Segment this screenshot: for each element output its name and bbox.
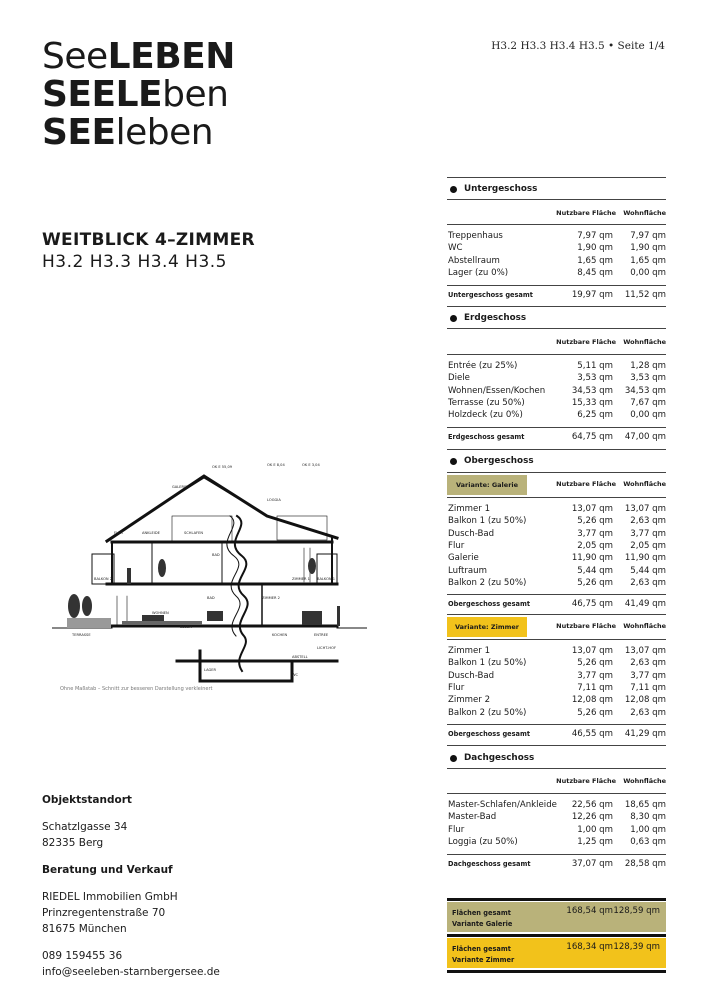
room-name: Flur bbox=[448, 540, 465, 551]
area-row bbox=[447, 694, 666, 706]
bullet-icon bbox=[450, 186, 457, 193]
label-flur: FLUR bbox=[114, 531, 124, 535]
logo-line1-bold: LEBEN bbox=[107, 36, 235, 77]
room-name: Holzdeck (zu 0%) bbox=[448, 410, 523, 421]
wohn-value: 11,90 qm bbox=[624, 553, 666, 564]
column-headers bbox=[447, 209, 666, 221]
room-name: Dusch-Bad bbox=[448, 670, 495, 681]
total-label: Dachgeschoss gesamt bbox=[448, 860, 531, 868]
page-title: WEITBLICK 4–ZIMMER bbox=[42, 230, 255, 250]
total-nutzbar: 46,55 qm bbox=[571, 729, 613, 739]
total-label: Obergeschoss gesamt bbox=[448, 600, 531, 608]
label-loggia: LOGGIA bbox=[267, 498, 281, 502]
section-title: Erdgeschoss bbox=[464, 313, 527, 323]
col-nutzbar: Nutzbare Fläche bbox=[556, 777, 616, 785]
room-name: Diele bbox=[448, 373, 470, 384]
col-wohn: Wohnfläche bbox=[623, 622, 666, 630]
nutzbar-value: 34,53 qm bbox=[571, 385, 613, 396]
wohn-value: 0,63 qm bbox=[630, 836, 666, 847]
col-wohn: Wohnfläche bbox=[623, 209, 666, 217]
total-label: Obergeschoss gesamt bbox=[448, 730, 531, 738]
wohn-value: 13,07 qm bbox=[624, 646, 666, 656]
wohn-value: 2,63 qm bbox=[630, 658, 666, 669]
area-row bbox=[447, 707, 666, 719]
label-zimmer1: ZIMMER 1 bbox=[292, 577, 310, 581]
nutzbar-value: 7,97 qm bbox=[577, 231, 613, 241]
section-erdgeschoss bbox=[447, 311, 666, 325]
label-wc: WC bbox=[292, 673, 299, 677]
wohn-value: 1,65 qm bbox=[630, 255, 666, 266]
area-row bbox=[447, 657, 666, 669]
contact-block bbox=[42, 792, 220, 980]
nutzbar-value: 7,11 qm bbox=[577, 682, 613, 693]
bullet-icon bbox=[450, 458, 457, 465]
total-wohn: 47,00 qm bbox=[624, 432, 666, 442]
wohn-value: 3,77 qm bbox=[630, 528, 666, 539]
nutzbar-value: 1,00 qm bbox=[577, 824, 613, 835]
label-oeg3: OK E 3,04 bbox=[302, 463, 320, 467]
col-wohn: Wohnfläche bbox=[623, 777, 666, 785]
col-nutzbar: Nutzbare Fläche bbox=[556, 209, 616, 217]
wohn-value: 0,00 qm bbox=[630, 267, 666, 278]
wohn-value: 2,63 qm bbox=[630, 516, 666, 527]
label-galerie: GALERIE bbox=[172, 485, 188, 489]
area-row bbox=[447, 682, 666, 694]
company-street: Prinzregentenstraße 70 bbox=[42, 907, 166, 919]
area-row bbox=[447, 255, 666, 267]
wohn-value: 12,08 qm bbox=[624, 695, 666, 706]
grand-variant: Variante Galerie bbox=[452, 920, 513, 928]
section-dachgeschoss bbox=[447, 751, 666, 765]
sales-heading: Beratung und Verkauf bbox=[42, 864, 173, 876]
section-title: Dachgeschoss bbox=[464, 753, 535, 763]
label-oeg2: OK E 8,04 bbox=[267, 463, 285, 467]
area-row bbox=[447, 515, 666, 527]
total-nutzbar: 46,75 qm bbox=[571, 599, 613, 609]
column-headers bbox=[447, 622, 666, 634]
nutzbar-value: 5,11 qm bbox=[577, 361, 613, 371]
company-name: RIEDEL Immobilien GmbH bbox=[42, 891, 178, 903]
wohn-value: 2,63 qm bbox=[630, 707, 666, 718]
grand-wohn: 128,39 qm bbox=[613, 942, 660, 952]
logo-line2-bold: SEELE bbox=[42, 74, 163, 115]
area-row bbox=[447, 540, 666, 552]
total-wohn: 11,52 qm bbox=[624, 290, 666, 300]
section-obergeschoss bbox=[447, 454, 666, 468]
logo-line1-light: See bbox=[42, 36, 108, 77]
variant-galerie-badge: Variante: Galerie bbox=[447, 475, 527, 495]
total-label: Untergeschoss gesamt bbox=[448, 291, 533, 299]
room-name: Master-Bad bbox=[448, 812, 497, 823]
logo-line3-bold: SEE bbox=[42, 112, 116, 153]
room-name: Master-Schlafen/Ankleide bbox=[448, 800, 557, 810]
wohn-value: 7,11 qm bbox=[630, 682, 666, 693]
total-row bbox=[447, 598, 666, 610]
nutzbar-value: 12,08 qm bbox=[571, 695, 613, 706]
wohn-value: 7,67 qm bbox=[630, 397, 666, 408]
nutzbar-value: 5,26 qm bbox=[577, 516, 613, 527]
room-name: Zimmer 2 bbox=[448, 695, 491, 706]
col-nutzbar: Nutzbare Fläche bbox=[556, 622, 616, 630]
nutzbar-value: 5,26 qm bbox=[577, 658, 613, 669]
total-wohn: 41,29 qm bbox=[624, 729, 666, 739]
drawing-caption: Ohne Maßstab – Schnitt zur besseren Darstellung verkleinert bbox=[60, 686, 213, 692]
room-name: Zimmer 1 bbox=[448, 646, 491, 656]
section-untergeschoss bbox=[447, 182, 666, 196]
room-name: Balkon 1 (zu 50%) bbox=[448, 516, 527, 527]
wohn-value: 7,97 qm bbox=[630, 231, 666, 241]
label-oeg1: OK E 55,09 bbox=[212, 465, 233, 469]
nutzbar-value: 3,77 qm bbox=[577, 528, 613, 539]
room-name: Balkon 2 (zu 50%) bbox=[448, 577, 527, 588]
grand-wohn: 128,59 qm bbox=[613, 906, 660, 916]
area-row bbox=[447, 372, 666, 384]
room-name: Balkon 2 (zu 50%) bbox=[448, 707, 527, 718]
grand-label: Flächen gesamt bbox=[452, 945, 511, 953]
room-name: Abstellraum bbox=[448, 255, 500, 266]
company-city: 81675 München bbox=[42, 923, 127, 935]
room-name: Entrée (zu 25%) bbox=[448, 361, 518, 371]
grand-label: Flächen gesamt bbox=[452, 909, 511, 917]
area-row bbox=[447, 670, 666, 682]
label-essen: ESSEN bbox=[180, 625, 192, 629]
wohn-value: 13,07 qm bbox=[624, 504, 666, 514]
label-terrasse: TERRASSE bbox=[72, 633, 91, 637]
label-abstell: ABSTELL bbox=[292, 655, 308, 659]
room-name: Luftraum bbox=[448, 565, 487, 576]
room-name: Wohnen/Essen/Kochen bbox=[448, 385, 546, 396]
section-drawing bbox=[52, 456, 367, 686]
nutzbar-value: 5,26 qm bbox=[577, 707, 613, 718]
nutzbar-value: 3,53 qm bbox=[577, 373, 613, 384]
section-title: Obergeschoss bbox=[464, 456, 534, 466]
area-row bbox=[447, 824, 666, 836]
wohn-value: 1,28 qm bbox=[630, 361, 666, 371]
nutzbar-value: 5,44 qm bbox=[577, 565, 613, 576]
col-nutzbar: Nutzbare Fläche bbox=[556, 480, 616, 488]
area-row bbox=[447, 565, 666, 577]
variant-zimmer-badge: Variante: Zimmer bbox=[447, 617, 527, 637]
label-zimmer2: ZIMMER 2 bbox=[262, 596, 280, 600]
label-lichthof: LICHT-HOF bbox=[317, 646, 337, 650]
nutzbar-value: 1,65 qm bbox=[577, 255, 613, 266]
phone-number: 089 159455 36 bbox=[42, 950, 123, 962]
total-row bbox=[447, 431, 666, 443]
total-nutzbar: 64,75 qm bbox=[571, 432, 613, 442]
nutzbar-value: 6,25 qm bbox=[577, 410, 613, 421]
grand-nutzbar: 168,34 qm bbox=[566, 942, 613, 952]
nutzbar-value: 12,26 qm bbox=[571, 812, 613, 823]
room-name: Balkon 1 (zu 50%) bbox=[448, 658, 527, 669]
wohn-value: 3,53 qm bbox=[630, 373, 666, 384]
nutzbar-value: 13,07 qm bbox=[571, 504, 613, 514]
area-row bbox=[447, 799, 666, 811]
label-balkon2: BALKON 2 bbox=[94, 577, 113, 581]
total-row bbox=[447, 728, 666, 740]
apartment-title bbox=[42, 230, 255, 272]
wohn-value: 18,65 qm bbox=[624, 800, 666, 810]
label-bad2: BAD bbox=[207, 596, 215, 600]
room-name: Loggia (zu 50%) bbox=[448, 836, 518, 847]
area-row bbox=[447, 409, 666, 421]
area-row bbox=[447, 397, 666, 409]
site-street: Schatzlgasse 34 bbox=[42, 821, 128, 833]
area-row bbox=[447, 577, 666, 589]
grand-nutzbar: 168,54 qm bbox=[566, 906, 613, 916]
area-row bbox=[447, 552, 666, 564]
column-headers bbox=[447, 480, 666, 492]
wohn-value: 1,90 qm bbox=[630, 243, 666, 254]
area-row bbox=[447, 242, 666, 254]
total-label: Erdgeschoss gesamt bbox=[448, 433, 525, 441]
logo-line2-light: ben bbox=[162, 74, 229, 115]
wohn-value: 1,00 qm bbox=[630, 824, 666, 835]
col-wohn: Wohnfläche bbox=[623, 338, 666, 346]
nutzbar-value: 5,26 qm bbox=[577, 577, 613, 588]
total-nutzbar: 37,07 qm bbox=[571, 859, 613, 869]
nutzbar-value: 1,25 qm bbox=[577, 836, 613, 847]
room-name: Lager (zu 0%) bbox=[448, 267, 509, 278]
label-schlafen: SCHLAFEN bbox=[184, 531, 204, 535]
wohn-value: 3,77 qm bbox=[630, 670, 666, 681]
nutzbar-value: 3,77 qm bbox=[577, 670, 613, 681]
wohn-value: 5,44 qm bbox=[630, 565, 666, 576]
total-nutzbar: 19,97 qm bbox=[571, 290, 613, 300]
nutzbar-value: 11,90 qm bbox=[571, 553, 613, 564]
area-row bbox=[447, 528, 666, 540]
bullet-icon bbox=[450, 315, 457, 322]
total-row bbox=[447, 858, 666, 870]
site-heading: Objektstandort bbox=[42, 794, 132, 806]
logo bbox=[42, 38, 235, 152]
grand-variant: Variante Zimmer bbox=[452, 956, 515, 964]
grand-total-zimmer bbox=[447, 938, 666, 968]
email-address: info@seeleben-starnbergersee.de bbox=[42, 966, 220, 978]
room-name: Flur bbox=[448, 824, 465, 835]
wohn-value: 2,63 qm bbox=[630, 577, 666, 588]
column-headers bbox=[447, 338, 666, 350]
wohn-value: 0,00 qm bbox=[630, 410, 666, 421]
col-nutzbar: Nutzbare Fläche bbox=[556, 338, 616, 346]
nutzbar-value: 2,05 qm bbox=[577, 540, 613, 551]
nutzbar-value: 8,45 qm bbox=[577, 267, 613, 278]
area-row bbox=[447, 836, 666, 848]
label-kochen: KOCHEN bbox=[272, 633, 288, 637]
room-name: WC bbox=[448, 243, 463, 254]
label-ankleide: ANKLEIDE bbox=[142, 531, 160, 535]
col-wohn: Wohnfläche bbox=[623, 480, 666, 488]
label-balkon1: BALKON 1 bbox=[317, 577, 336, 581]
total-wohn: 28,58 qm bbox=[624, 859, 666, 869]
grand-total-galerie bbox=[447, 902, 666, 932]
label-lager: LAGER bbox=[204, 668, 217, 672]
area-row bbox=[447, 645, 666, 657]
total-wohn: 41,49 qm bbox=[624, 599, 666, 609]
room-name: Treppenhaus bbox=[448, 231, 503, 241]
column-headers bbox=[447, 777, 666, 789]
wohn-value: 34,53 qm bbox=[624, 385, 666, 396]
room-name: Flur bbox=[448, 682, 465, 693]
area-row bbox=[447, 503, 666, 515]
room-name: Terrasse (zu 50%) bbox=[448, 397, 525, 408]
section-title: Untergeschoss bbox=[464, 184, 538, 194]
label-bad: BAD bbox=[212, 553, 220, 557]
wohn-value: 8,30 qm bbox=[630, 812, 666, 823]
room-name: Dusch-Bad bbox=[448, 528, 495, 539]
logo-line3-light: leben bbox=[115, 112, 214, 153]
nutzbar-value: 13,07 qm bbox=[571, 646, 613, 656]
room-name: Galerie bbox=[448, 553, 479, 564]
nutzbar-value: 22,56 qm bbox=[571, 800, 613, 810]
area-row bbox=[447, 811, 666, 823]
area-row bbox=[447, 360, 666, 372]
site-city: 82335 Berg bbox=[42, 837, 104, 849]
bullet-icon bbox=[450, 755, 457, 762]
total-row bbox=[447, 289, 666, 301]
label-entree: ENTREE bbox=[314, 633, 329, 637]
label-wohnen: WOHNEN bbox=[152, 611, 169, 615]
area-row bbox=[447, 267, 666, 279]
nutzbar-value: 15,33 qm bbox=[571, 397, 613, 408]
unit-numbers: H3.2 H3.3 H3.4 H3.5 bbox=[42, 252, 227, 272]
area-row bbox=[447, 385, 666, 397]
room-name: Zimmer 1 bbox=[448, 504, 491, 514]
page-info: H3.2 H3.3 H3.4 H3.5 • Seite 1/4 bbox=[491, 40, 665, 52]
wohn-value: 2,05 qm bbox=[630, 540, 666, 551]
area-row bbox=[447, 230, 666, 242]
nutzbar-value: 1,90 qm bbox=[577, 243, 613, 254]
